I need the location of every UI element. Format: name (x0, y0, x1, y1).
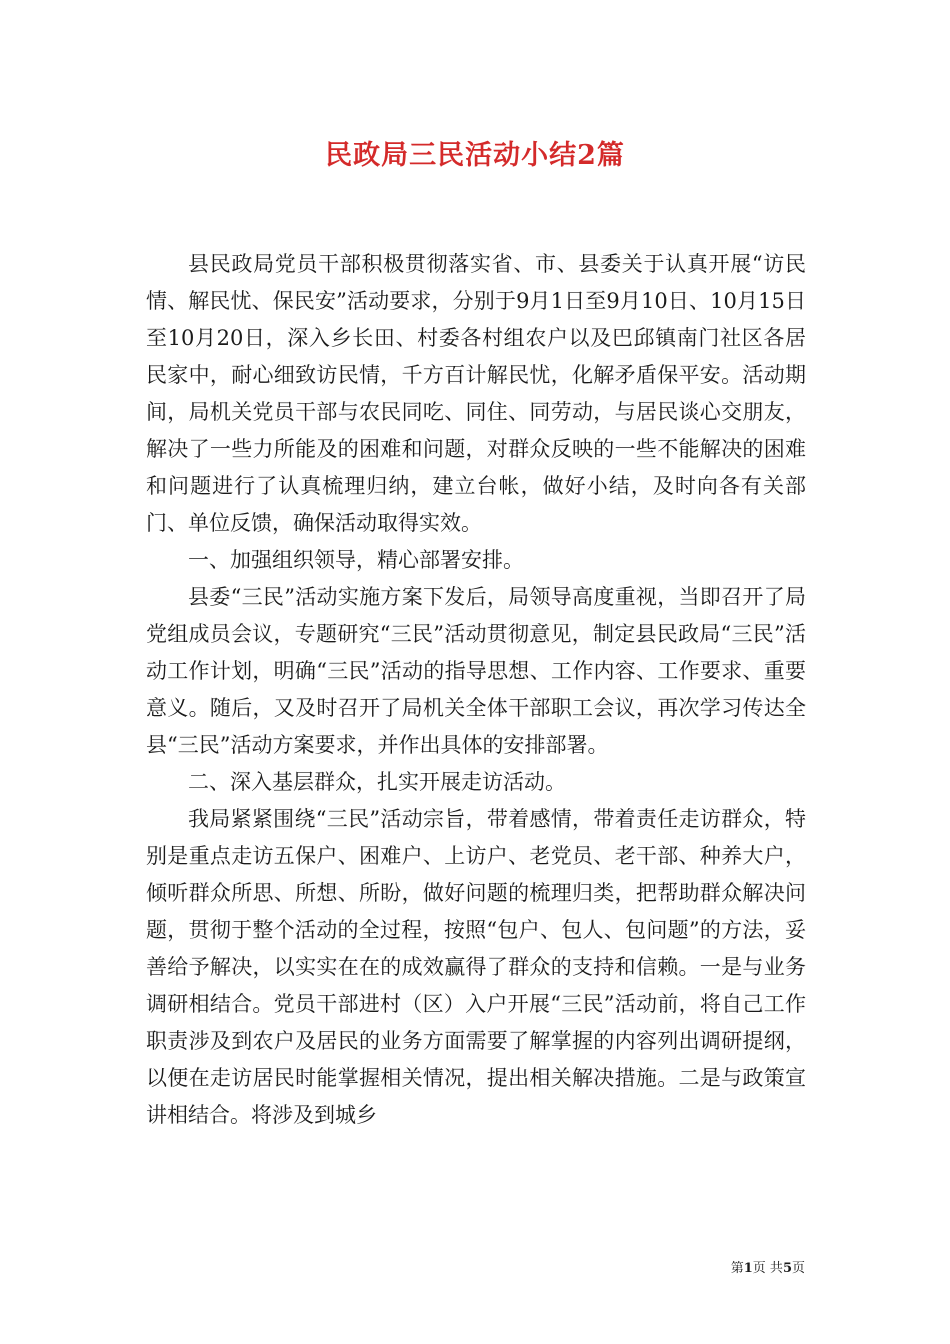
section-heading-2: 二、深入基层群众，扎实开展走访活动。 (188, 770, 566, 794)
paragraph-section-1: 县委“三民”活动实施方案下发后，局领导高度重视，当即召开了局党组成员会议，专题研究“三民”活动贯彻意见，制定县民政局“三民”活动工作计划，明确“三民”活动的指导思想、工作内容、工作要求、重要意义。随后，又及时召开了局机关全体干部职工会议，再次学习传达全县“三民”活动方案要求，并作出具体的安排部署。 (146, 585, 806, 757)
page-number-footer (731, 1257, 805, 1276)
document-body (146, 246, 806, 1134)
footer-current-page: 1 (743, 1261, 753, 1276)
section-heading-1: 一、加强组织领导，精心部署安排。 (188, 548, 524, 572)
footer-middle: 页 共 (752, 1261, 783, 1276)
paragraph-section-2: 我局紧紧围绕“三民”活动宗旨，带着感情，带着责任走访群众，特别是重点走访五保户、困难户、上访户、老党员、老干部、种养大户，倾听群众所思、所想、所盼，做好问题的梳理归类，把帮助群众解决问题，贯彻于整个活动的全过程，按照“包户、包人、包问题”的方法，妥善给予解决，以实实在在的成效赢得了群众的支持和信赖。一是与业务调研相结合。党员干部进村（区）入户开展“三民”活动前，将自己工作职责涉及到农户及居民的业务方面需要了解掌握的内容列出调研提纲，以便在走访居民时能掌握相关情况，提出相关解决措施。二是与政策宣讲相结合。将涉及到城乡 (146, 807, 806, 1127)
footer-total-pages: 5 (782, 1261, 792, 1276)
document-title: 民政局三民活动小结2篇 (325, 140, 625, 171)
paragraph-intro: 县民政局党员干部积极贯彻落实省、市、县委关于认真开展“访民情、解民忧、保民安”活动要求，分别于9月1日至9月10日、10月15日至10月20日，深入乡长田、村委各村组农户以及巴邱镇南门社区各居民家中，耐心细致访民情，千方百计解民忧，化解矛盾保平安。活动期间，局机关党员干部与农民同吃、同住、同劳动，与居民谈心交朋友，解决了一些力所能及的困难和问题，对群众反映的一些不能解决的困难和问题进行了认真梳理归纳，建立台帐，做好小结，及时向各有关部门、单位反馈，确保活动取得实效。 (146, 252, 806, 535)
footer-suffix: 页 (791, 1261, 805, 1276)
footer-prefix: 第 (730, 1261, 744, 1276)
